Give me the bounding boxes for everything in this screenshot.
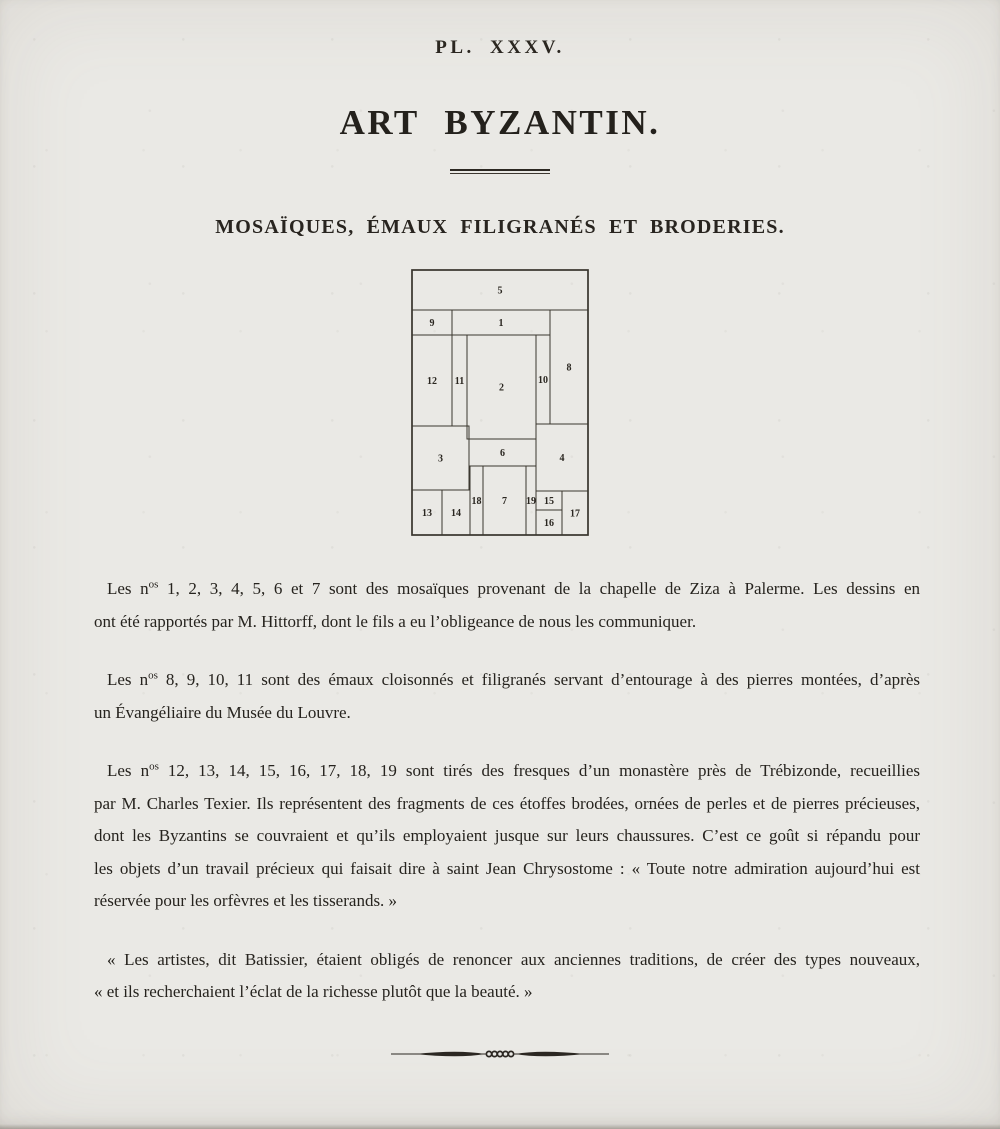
text-segment: 12, 13, 14, 15, 16, 17, 18, 19 sont tirés des fresques d’un monastère près de Trébizonde, recueillies xyxy=(158,761,921,780)
divider-ornament xyxy=(0,1046,1000,1067)
diagram-cell-label-8: 8 xyxy=(566,362,572,374)
page-title: ART BYZANTIN. xyxy=(339,103,661,142)
text-segment: 8, 9, 10, 11 sont des émaux cloisonnés et filigranés servant d’entourage à des pierres montées, d’après xyxy=(157,670,920,689)
diagram-cell-label-15: 15 xyxy=(544,495,554,507)
text-line xyxy=(94,755,920,788)
diagram-cell-label-9: 9 xyxy=(429,317,435,329)
text-segment: Les n xyxy=(107,579,149,598)
diagram-cell-label-11: 11 xyxy=(454,375,465,387)
text-segment: les objets d’un travail précieux qui faisait dire à saint Jean Chrysostome : « Toute notre admiration aujourd’hui est xyxy=(94,858,920,878)
diagram-cell-label-5: 5 xyxy=(497,285,503,297)
text-segment: réservée pour les orfèvres et les tisserands. » xyxy=(94,891,398,910)
text-line xyxy=(94,885,920,918)
text-segment: « Les artistes, dit Batissier, étaient obligés de renoncer aux anciennes traditions, de créer des types nouveaux, xyxy=(107,949,920,969)
body-text xyxy=(94,573,920,1009)
text-line xyxy=(94,976,920,1009)
text-segment: Les n xyxy=(107,761,150,780)
diagram-cell-label-2: 2 xyxy=(499,382,504,394)
diagram-cell-label-18: 18 xyxy=(471,495,482,507)
text-line xyxy=(94,820,920,853)
page-subtitle: MOSAÏQUES, ÉMAUX FILIGRANÉS ET BRODERIES. xyxy=(215,216,785,238)
diagram-cell-label-16: 16 xyxy=(544,517,554,529)
diagram-cell-label-17: 17 xyxy=(570,508,580,520)
paragraph xyxy=(94,573,920,638)
diagram-cell-label-7: 7 xyxy=(502,495,507,507)
text-segment: Les n xyxy=(107,670,149,689)
text-line xyxy=(94,697,920,730)
superscript-abbreviation: os xyxy=(149,760,159,773)
text-segment: par M. Charles Texier. Ils représentent des fragments de ces étoffes brodées, ornées de perles et de pierres précieuses, xyxy=(94,793,920,813)
diagram-cell-label-3: 3 xyxy=(438,453,443,465)
plate-key-diagram-svg xyxy=(410,268,590,537)
text-line xyxy=(94,853,920,886)
text-segment: ont été rapportés par M. Hittorff, dont le fils a eu l’obligeance de nous les communiquer. xyxy=(94,611,697,631)
diagram-cell-label-4: 4 xyxy=(559,452,565,464)
text-line xyxy=(94,606,920,639)
diagram-cell-label-13: 13 xyxy=(422,507,432,519)
superscript-abbreviation: os xyxy=(148,578,159,591)
paragraph xyxy=(94,755,920,918)
paragraph xyxy=(94,664,920,729)
plate-key-diagram xyxy=(410,268,590,537)
paragraph xyxy=(94,944,920,1009)
plate-number: PL. XXXV. xyxy=(435,37,565,58)
diagram-cell-label-14: 14 xyxy=(451,507,461,519)
diagram-cell-label-1: 1 xyxy=(498,317,504,329)
title-rule xyxy=(450,169,550,174)
text-line xyxy=(94,573,920,606)
superscript-abbreviation: os xyxy=(148,669,158,682)
diagram-cell-label-12: 12 xyxy=(427,375,437,387)
diagram-cell-label-10: 10 xyxy=(538,374,548,386)
text-line xyxy=(94,788,920,821)
tapered-rule-icon xyxy=(389,1046,611,1062)
diagram-cell-label-6: 6 xyxy=(500,447,505,459)
diagram-cell-label-19: 19 xyxy=(526,495,536,507)
text-segment: 1, 2, 3, 4, 5, 6 et 7 sont des mosaïques provenant de la chapelle de Ziza à Palerme. Les dessins en xyxy=(158,579,920,598)
text-line xyxy=(94,664,920,697)
text-line xyxy=(94,944,920,977)
text-segment: un Évangéliaire du Musée du Louvre. xyxy=(94,702,351,722)
text-segment: dont les Byzantins se couvraient et qu’ils employaient jusque sur leurs chaussures. C’est ce goût si répandu pour xyxy=(94,826,920,845)
text-segment: « et ils recherchaient l’éclat de la richesse plutôt que la beauté. » xyxy=(94,982,533,1001)
